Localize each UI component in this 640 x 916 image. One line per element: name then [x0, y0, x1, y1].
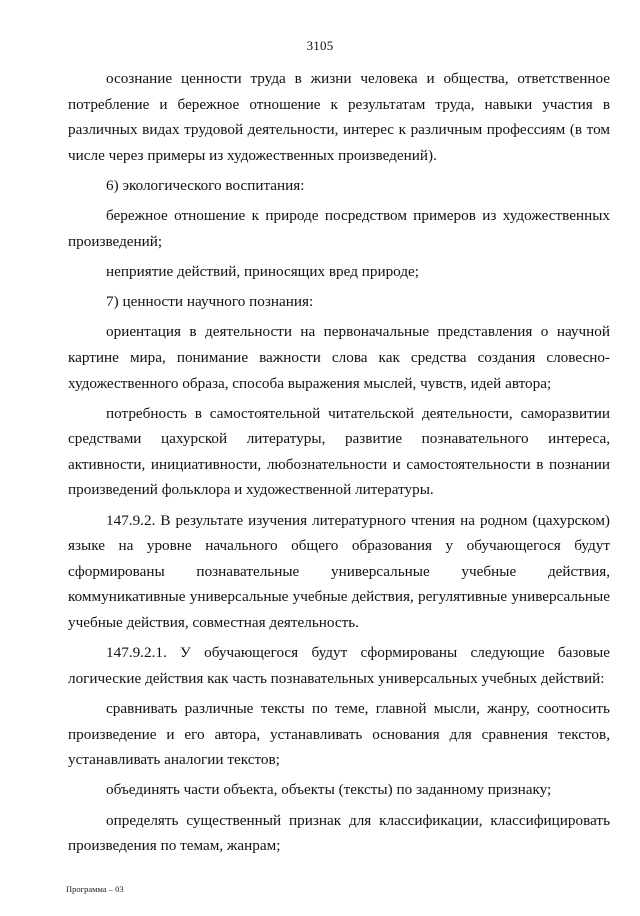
paragraph: определять существенный признак для классификации, классифицировать произведения по темам, жанрам;: [68, 811, 610, 855]
paragraph: 6) экологического воспитания:: [106, 176, 305, 194]
paragraph: ориентация в деятельности на первоначальные представления о научной картине мира, понимание важности слова как средства создания словесно-художественного образа, способа выражения мыслей, чувств, идей автора;: [68, 323, 610, 392]
page-number: 3105: [306, 38, 334, 53]
document-body: [68, 66, 610, 863]
paragraph: сравнивать различные тексты по теме, главной мысли, жанру, соотносить произведение и его автора, устанавливать основания для сравнения текстов, устанавливать аналогии текстов;: [68, 700, 610, 769]
footer-note: Программа – 03: [66, 884, 124, 894]
paragraph: потребность в самостоятельной читательской деятельности, саморазвитии средствами цахурской литературы, развитие познавательного интереса, активности, инициативности, любознательности и самостоятельности в познании произведений фольклора и художественной литературы.: [68, 404, 610, 499]
paragraph: 147.9.2. В результате изучения литературного чтения на родном (цахурском) языке на уровне начального общего образования у обучающегося будут сформированы познавательные универсальные учебные действия, коммуникативные универсальные учебные действия, регулятивные универсальные учебные действия, совместная деятельность.: [68, 511, 610, 632]
paragraph: осознание ценности труда в жизни человека и общества, ответственное потребление и бережное отношение к результатам труда, навыки участия в различных видах трудовой деятельности, интерес к различным профессиям (в том числе через примеры из художественных произведений).: [68, 70, 610, 164]
paragraph: неприятие действий, приносящих вред природе;: [106, 262, 420, 280]
paragraph: 147.9.2.1. У обучающегося будут сформированы следующие базовые логические действия как часть познавательных универсальных учебных действий:: [68, 644, 610, 687]
paragraph: 7) ценности научного познания:: [106, 293, 314, 311]
paragraph: бережное отношение к природе посредством примеров из художественных произведений;: [68, 207, 610, 250]
paragraph: объединять части объекта, объекты (тексты) по заданному признаку;: [106, 781, 552, 799]
